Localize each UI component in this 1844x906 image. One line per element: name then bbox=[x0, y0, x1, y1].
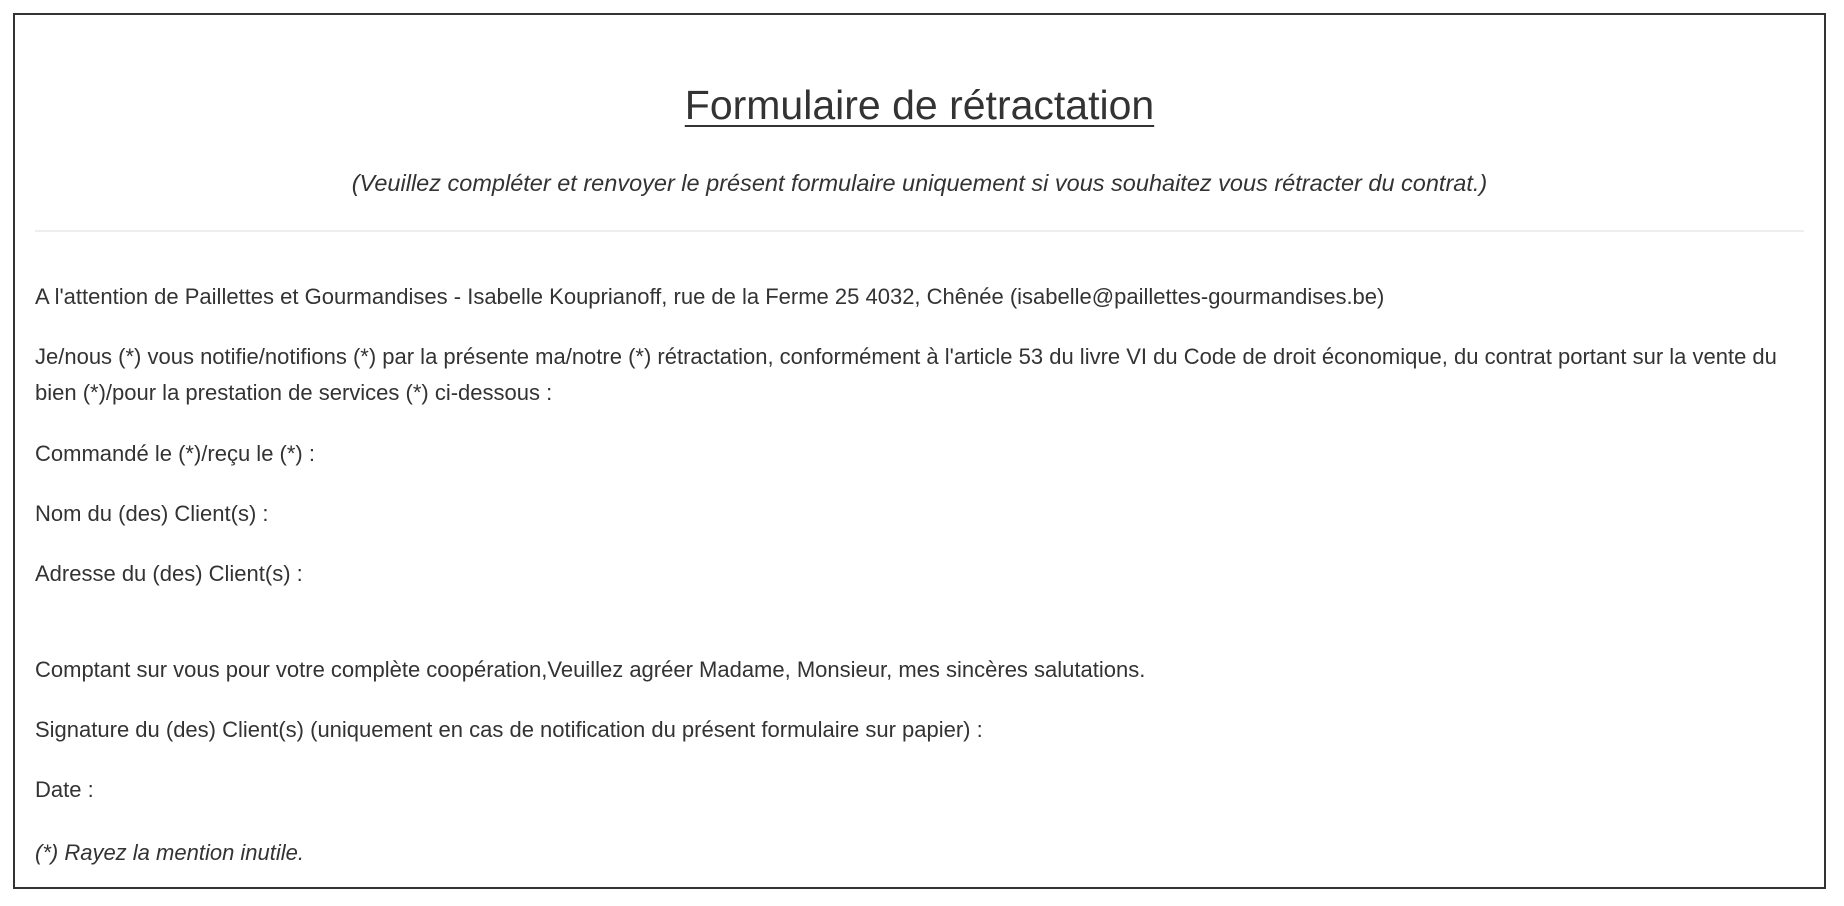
withdrawal-form bbox=[13, 13, 1826, 889]
client-address-field-label: Adresse du (des) Client(s) : bbox=[35, 561, 303, 586]
date-field-label: Date : bbox=[35, 777, 94, 802]
footnote: (*) Rayez la mention inutile. bbox=[35, 840, 305, 865]
closing-salutation: Comptant sur vous pour votre complète coopération,Veuillez agréer Madame, Monsieur, mes sincères salutations. bbox=[35, 657, 1146, 682]
notification-statement: Je/nous (*) vous notifie/notifions (*) par la présente ma/notre (*) rétractation, conformément à l'article 53 du livre VI du Code de droit économique, du contrat portant sur la vente du bien (*)/pour la prestation de services (*) ci-dessous : bbox=[35, 344, 1777, 405]
client-name-field-label: Nom du (des) Client(s) : bbox=[35, 501, 269, 526]
ordered-date-field-label: Commandé le (*)/reçu le (*) : bbox=[35, 441, 315, 466]
divider bbox=[35, 230, 1804, 232]
form-instructions: (Veuillez compléter et renvoyer le présent formulaire uniquement si vous souhaitez vous rétracter du contrat.) bbox=[351, 170, 1488, 196]
recipient-address: A l'attention de Paillettes et Gourmandises - Isabelle Kouprianoff, rue de la Ferme 25 4032, Chênée (isabelle@paillettes-gourmandises.be) bbox=[35, 284, 1385, 309]
signature-field-label: Signature du (des) Client(s) (uniquement en cas de notification du présent formulaire sur papier) : bbox=[35, 717, 983, 742]
page-title: Formulaire de rétractation bbox=[684, 82, 1155, 128]
